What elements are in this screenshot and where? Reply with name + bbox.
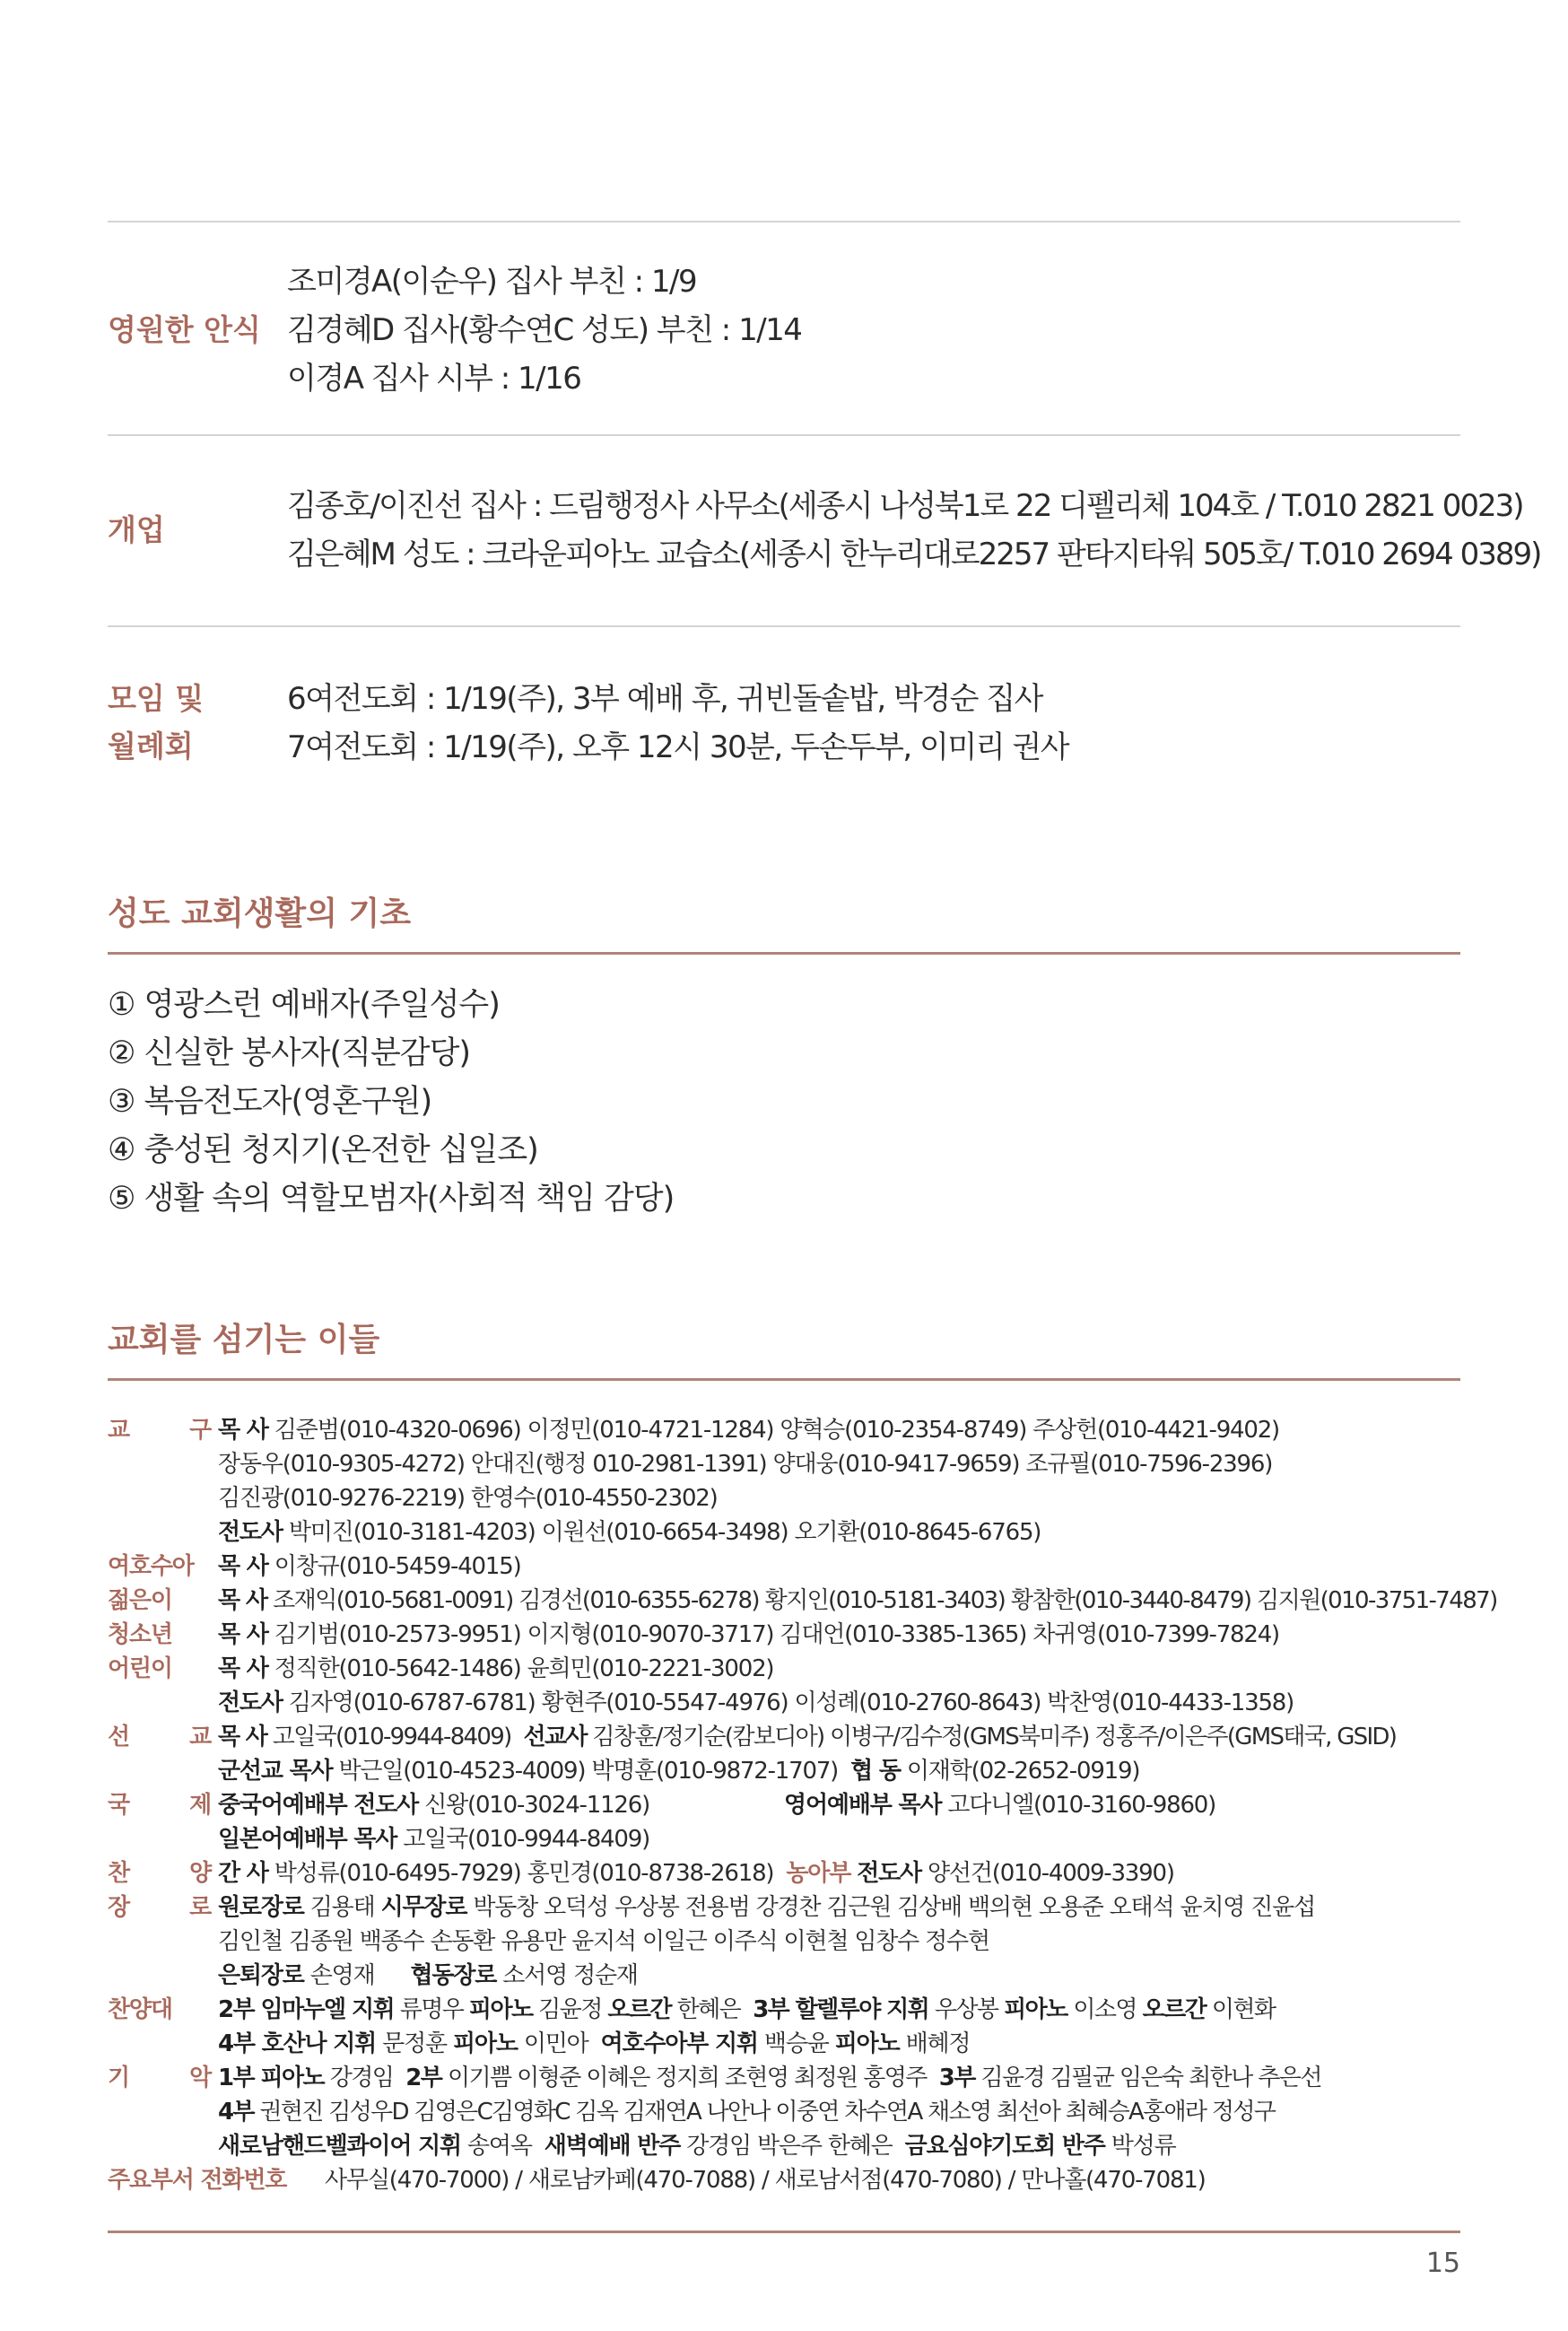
staff-content: 간 사 박성류(010-6495-7929) 홍민경(010-8738-2618) 농아부 전도사 양선건(010-4009-3390) — [218, 1860, 1174, 1887]
staff-content: 일본어예배부 목사 고일국(010-9944-8409) — [218, 1826, 650, 1853]
staff-row — [108, 1481, 1460, 1515]
staff-content: 은퇴장로 손영재 협동장로 소서영 정순재 — [218, 1962, 638, 1989]
staff-label: 선 교 — [108, 1724, 211, 1750]
condolence-line: 김경혜D 집사(황수연C 성도) 부친 : 1/14 — [287, 312, 802, 348]
staff-row-young-adults — [108, 1584, 1497, 1618]
staff-title: 교회를 섬기는 이들 — [108, 1322, 380, 1358]
staff-row — [108, 2129, 1460, 2163]
staff-row-instrumental — [108, 2061, 1460, 2095]
meetings-label-line: 월례회 — [108, 729, 194, 764]
staff-label: 국 제 — [108, 1792, 211, 1819]
page-number: 15 — [1425, 2248, 1460, 2279]
staff-label: 청소년 — [108, 1621, 172, 1648]
staff-row — [108, 1754, 1460, 1788]
staff-row — [108, 1959, 1460, 1993]
staff-content: 목 사 김기범(010-2573-9951) 이지형(010-9070-3717) 김대언(010-3385-1365) 차귀영(010-7399-7824) — [218, 1621, 1280, 1648]
opening-list — [287, 482, 1540, 579]
divider-top — [108, 221, 1460, 223]
basics-item: ③ 복음전도자(영혼구원) — [108, 1084, 432, 1120]
staff-content: 목 사 정직한(010-5642-1486) 윤희민(010-2221-3002) — [218, 1655, 774, 1682]
condolence-list — [287, 258, 801, 403]
staff-row-mission — [108, 1720, 1460, 1754]
staff-content: 중국어예배부 전도사 신왕(010-3024-1126) 영어예배부 목사 고다니엘(010-3160-9860) — [218, 1792, 1216, 1819]
staff-label: 기 악 — [108, 2065, 211, 2091]
staff-content: 김인철 김종원 백종수 손동환 유용만 윤지석 이일근 이주식 이현철 임창수 정수현 — [218, 1928, 989, 1955]
meetings-list — [287, 675, 1068, 772]
staff-content: 4부 권현진 김성우D 김영은C김영화C 김옥 김재연A 나안나 이중연 차수연A 채소영 최선아 최혜승A홍애라 정성구 — [218, 2099, 1276, 2126]
staff-row — [108, 2095, 1460, 2129]
staff-content: 목 사 이창규(010-5459-4015) — [218, 1553, 521, 1580]
staff-content: 전도사 박미진(010-3181-4203) 이원선(010-6654-3498) 오기환(010-8645-6765) — [218, 1519, 1041, 1546]
staff-content: 전도사 김자영(010-6787-6781) 황현주(010-5547-4976) 이성례(010-2760-8643) 박찬영(010-4433-1358) — [218, 1689, 1294, 1716]
staff-row — [108, 1515, 1460, 1550]
basics-item: ② 신실한 봉사자(직분감당) — [108, 1035, 471, 1071]
staff-row-choir — [108, 1993, 1460, 2027]
basics-title: 성도 교회생활의 기초 — [108, 895, 412, 932]
meetings-label — [108, 675, 204, 770]
divider — [108, 434, 1460, 436]
staff-label: 장 로 — [108, 1894, 211, 1921]
opening-label: 개업 — [108, 512, 165, 547]
opening-line: 김은혜M 성도 : 크라운피아노 교습소(세종시 한누리대로2257 판타지타워 505호/ T.010 2694 0389) — [287, 537, 1541, 572]
basics-item: ⑤ 생활 속의 역할모범자(사회적 책임 감당) — [108, 1181, 675, 1217]
staff-label: 찬 양 — [108, 1860, 211, 1887]
section-rule — [108, 952, 1460, 955]
staff-row — [108, 2027, 1460, 2061]
opening-line: 김종호/이진선 집사 : 드림행정사 사무소(세종시 나성북1로 22 디펠리체 104호 / T.010 2821 0023) — [287, 488, 1523, 524]
basics-item: ④ 충성된 청지기(온전한 십일조) — [108, 1132, 538, 1168]
staff-label: 주요부서 전화번호 — [108, 2167, 287, 2194]
staff-content: 목 사 고일국(010-9944-8409) 선교사 김창훈/정기순(캄보디아) 이병구/김수정(GMS북미주) 정홍주/이은주(GMS태국, GSID) — [218, 1724, 1397, 1750]
staff-label: 여호수아 — [108, 1553, 194, 1580]
staff-row — [108, 1925, 1460, 1959]
basics-item: ① 영광스런 예배자(주일성수) — [108, 987, 500, 1023]
staff-content: 장동우(010-9305-4272) 안대진(행정 010-2981-1391) 양대웅(010-9417-9659) 조규필(010-7596-2396) — [218, 1451, 1273, 1478]
section-rule — [108, 1378, 1460, 1381]
staff-row-district — [108, 1413, 1460, 1447]
divider — [108, 625, 1460, 627]
staff-content: 원로장로 김용태 시무장로 박동창 오덕성 우상봉 전용범 강경찬 김근원 김상배 백의현 오용준 오태석 윤치영 진윤섭 — [218, 1894, 1316, 1921]
staff-row-praise — [108, 1856, 1460, 1890]
staff-label: 찬양대 — [108, 1996, 172, 2023]
condolence-label: 영원한 안식 — [108, 312, 261, 347]
staff-directory — [108, 1413, 1497, 2197]
staff-row — [108, 1447, 1460, 1481]
staff-row-children — [108, 1652, 1460, 1686]
meetings-label-line: 모임 및 — [108, 681, 205, 716]
meetings-line: 6여전도회 : 1/19(주), 3부 예배 후, 귀빈돌솥밥, 박경순 집사 — [287, 681, 1043, 717]
staff-row-youth — [108, 1618, 1460, 1652]
staff-label: 젊은이 — [108, 1587, 172, 1614]
footer-rule — [108, 2231, 1460, 2233]
staff-content: 2부 임마누엘 지휘 류명우 피아노 김윤정 오르간 한혜은 3부 할렐루야 지휘 우상봉 피아노 이소영 오르간 이현화 — [218, 1996, 1276, 2023]
staff-content: 목 사 김준범(010-4320-0696) 이정민(010-4721-1284) 양혁승(010-2354-8749) 주상헌(010-4421-9402) — [218, 1417, 1280, 1444]
staff-row-joshua — [108, 1550, 1460, 1584]
condolence-line: 조미경A(이순우) 집사 부친 : 1/9 — [287, 264, 697, 300]
staff-content: 군선교 목사 박근일(010-4523-4009) 박명훈(010-9872-1707) 협 동 이재학(02-2652-0919) — [218, 1758, 1140, 1785]
staff-content: 사무실(470-7000) / 새로남카페(470-7088) / 새로남서점(470-7080) / 만나홀(470-7081) — [325, 2167, 1206, 2194]
staff-content: 1부 피아노 강경임 2부 이기쁨 이형준 이혜은 정지희 조현영 최정원 홍영주 3부 김윤경 김필균 임은숙 최한나 추은선 — [218, 2065, 1321, 2091]
meetings-line: 7여전도회 : 1/19(주), 오후 12시 30분, 두손두부, 이미리 권사 — [287, 729, 1069, 765]
staff-content: 목 사 조재익(010-5681-0091) 김경선(010-6355-6278) 황지인(010-5181-3403) 황참한(010-3440-8479) 김지원(010-3751-7487) — [218, 1587, 1497, 1614]
condolence-line: 이경A 집사 시부 : 1/16 — [287, 361, 581, 397]
staff-row — [108, 1822, 1460, 1856]
basics-list — [108, 981, 674, 1223]
staff-row-elders — [108, 1890, 1460, 1925]
staff-content: 4부 호산나 지휘 문정훈 피아노 이민아 여호수아부 지휘 백승윤 피아노 배혜정 — [218, 2030, 971, 2057]
staff-row-international — [108, 1788, 1460, 1822]
staff-label: 어린이 — [108, 1655, 172, 1682]
staff-content: 김진광(010-9276-2219) 한영수(010-4550-2302) — [218, 1485, 718, 1512]
staff-row — [108, 1686, 1460, 1720]
staff-content: 새로남핸드벨콰이어 지휘 송여옥 새벽예배 반주 강경임 박은주 한혜은 금요심야기도회 반주 박성류 — [218, 2133, 1176, 2160]
staff-row-phone-numbers — [108, 2163, 1460, 2197]
staff-label: 교 구 — [108, 1417, 211, 1444]
